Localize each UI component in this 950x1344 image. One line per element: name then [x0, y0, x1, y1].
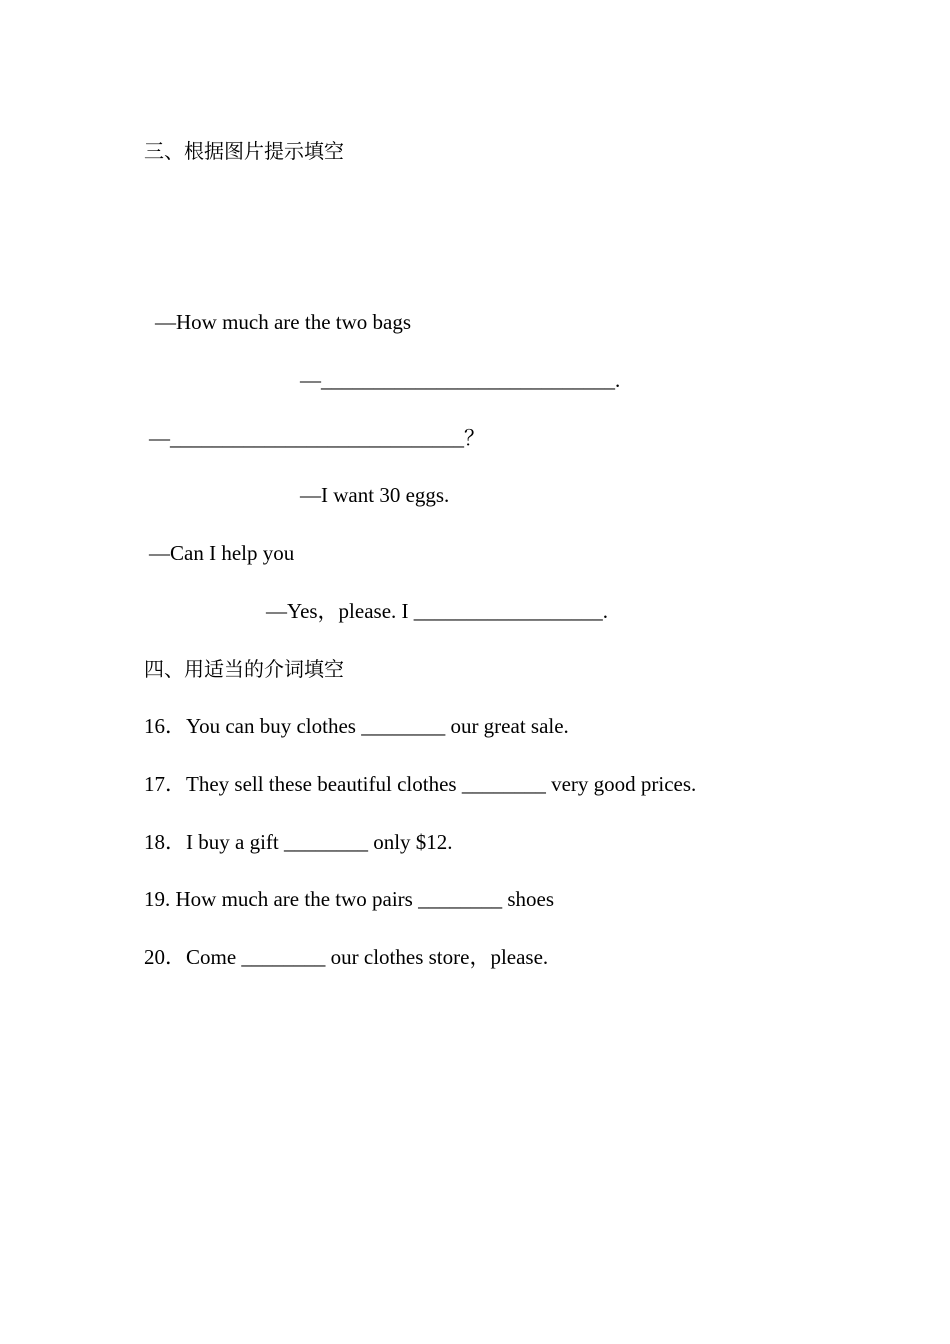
dialogue-line-3: —____________________________？ [149, 426, 485, 450]
dialogue-line-5: —Can I help you [149, 541, 295, 565]
question-20: 20．Come ________ our clothes store，please. [144, 945, 549, 969]
dialogue-line-6: —Yes，please. I __________________. [266, 599, 609, 623]
dialogue-line-1: —How much are the two bags [155, 310, 412, 334]
question-19: 19. How much are the two pairs ________ shoes [144, 887, 555, 911]
section-3-heading: 三、根据图片提示填空 [144, 139, 344, 163]
question-18: 18．I buy a gift ________ only $12. [144, 830, 453, 854]
dialogue-line-2: —____________________________. [300, 368, 621, 392]
question-16: 16．You can buy clothes ________ our great sale. [144, 714, 569, 738]
dialogue-line-4: —I want 30 eggs. [300, 483, 450, 507]
question-17: 17．They sell these beautiful clothes ________ very good prices. [144, 772, 697, 796]
section-4-heading: 四、用适当的介词填空 [144, 657, 344, 681]
